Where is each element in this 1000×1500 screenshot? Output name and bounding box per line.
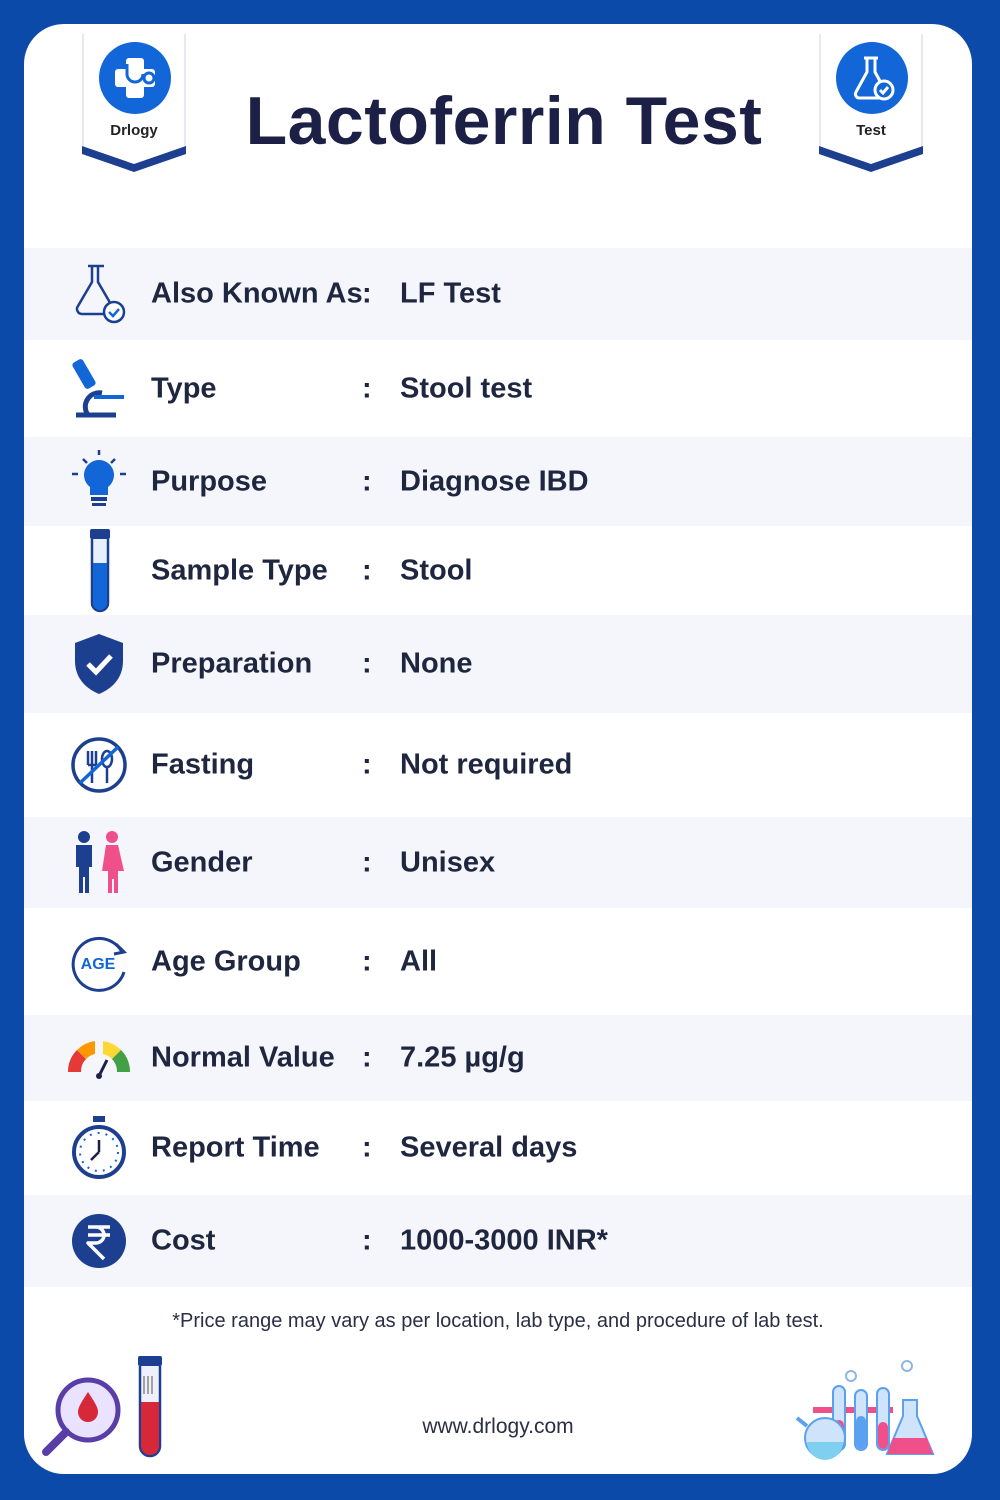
row-label: Type: [151, 372, 217, 404]
flask-check-icon: [836, 42, 908, 114]
row-value: 1000-3000 INR*: [400, 1224, 608, 1257]
ribbon-icon: [819, 146, 923, 174]
row-value: 7.25 µg/g: [400, 1041, 525, 1074]
row-label: Also Known As: [151, 277, 363, 310]
test-badge: [819, 34, 923, 154]
row-label: Gender: [151, 846, 253, 878]
ribbon-icon: [82, 146, 186, 174]
row-label: Preparation: [151, 647, 313, 680]
rupee-icon: [64, 1209, 134, 1273]
row-colon: :: [362, 465, 372, 497]
test-tube-icon: [64, 529, 134, 613]
row-colon: :: [362, 1041, 372, 1074]
row-fasting: [24, 713, 972, 817]
row-value: Unisex: [400, 846, 496, 878]
row-label: Report Time: [151, 1131, 320, 1164]
row-value: Several days: [400, 1131, 578, 1164]
row-label: Cost: [151, 1224, 216, 1257]
row-label: Age Group: [151, 945, 301, 977]
lab-glassware-icon: [789, 1360, 949, 1464]
drlogy-label: Drlogy: [110, 122, 158, 139]
info-rows: [24, 248, 972, 1287]
drlogy-badge: [82, 34, 186, 154]
page-title: Lactoferrin Test: [245, 83, 763, 159]
row-label: Purpose: [151, 465, 268, 497]
row-colon: :: [362, 554, 372, 586]
row-value: Not required: [400, 748, 573, 781]
price-disclaimer: *Price range may vary as per location, lab type, and procedure of lab test.: [172, 1310, 824, 1332]
info-card: [24, 24, 972, 1474]
gauge-icon: [64, 1026, 134, 1090]
row-value: Diagnose IBD: [400, 465, 589, 497]
magnifier-blood-icon: [40, 1352, 180, 1462]
row-report-time: [24, 1101, 972, 1195]
row-value: Stool test: [400, 372, 533, 404]
row-sample-type: [24, 526, 972, 615]
row-value: None: [400, 647, 473, 680]
row-colon: :: [362, 1131, 372, 1164]
row-cost: [24, 1195, 972, 1287]
row-age-group: [24, 908, 972, 1015]
row-value: LF Test: [400, 277, 501, 310]
age-icon: [64, 930, 134, 994]
row-label: Fasting: [151, 748, 255, 781]
row-colon: :: [362, 372, 372, 404]
doctor-stethoscope-icon: [99, 42, 171, 114]
row-value: All: [400, 945, 438, 977]
website-link[interactable]: www.drlogy.com: [422, 1415, 574, 1438]
no-food-icon: [64, 733, 134, 797]
test-label: Test: [856, 122, 886, 139]
row-normal-value: [24, 1015, 972, 1101]
row-type: [24, 340, 972, 437]
row-label: Sample Type: [151, 554, 328, 586]
row-value: Stool: [400, 554, 473, 586]
male-female-icon: [64, 831, 134, 895]
row-colon: :: [362, 647, 372, 680]
row-preparation: [24, 615, 972, 713]
svg-text:AGE: AGE: [80, 955, 116, 973]
row-colon: :: [362, 748, 372, 781]
row-colon: :: [362, 277, 372, 310]
row-colon: :: [362, 846, 372, 878]
flask-check-icon: [64, 262, 134, 326]
row-purpose: [24, 437, 972, 526]
microscope-icon: [64, 357, 134, 421]
row-colon: :: [362, 945, 372, 977]
row-also-known-as: [24, 248, 972, 340]
lightbulb-icon: [64, 450, 134, 514]
stopwatch-icon: [64, 1116, 134, 1180]
shield-check-icon: [64, 632, 134, 696]
row-gender: [24, 817, 972, 908]
row-colon: :: [362, 1224, 372, 1257]
row-label: Normal Value: [151, 1041, 335, 1074]
